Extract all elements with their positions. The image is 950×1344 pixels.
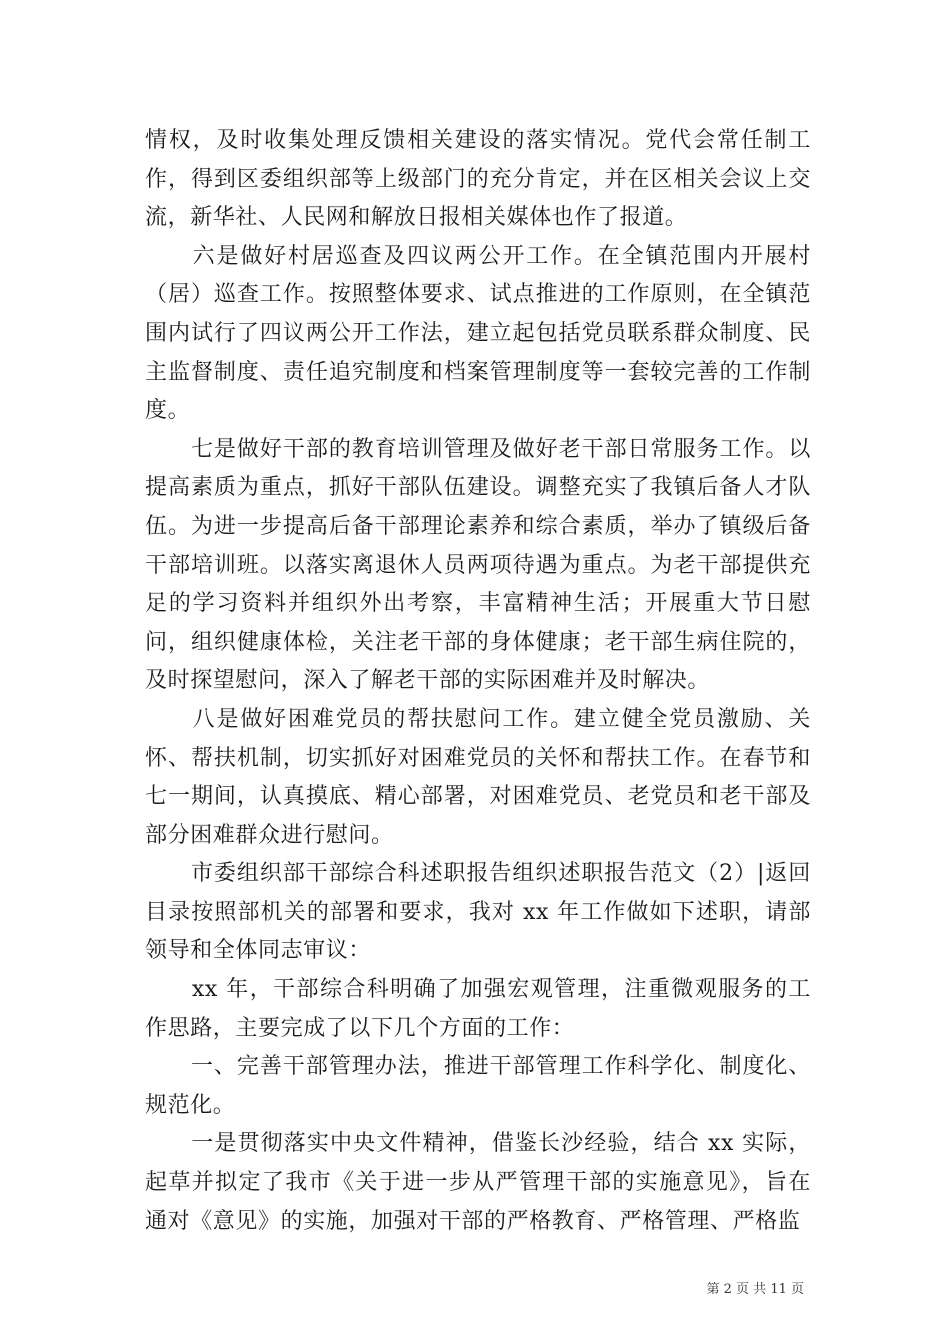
paragraph-2: 六是做好村居巡查及四议两公开工作。在全镇范围内开展村（居）巡查工作。按照整体要求、试点推进的工作原则，在全镇范围内试行了四议两公开工作法，建立起包括党员联系群众制度、民主监督制度、责任追究制度和档案管理制度等一套较完善的工作制度。 bbox=[145, 243, 811, 424]
paragraph-6: xx 年，干部综合科明确了加强宏观管理，注重微观服务的工作思路，主要完成了以下几个方面的工作： bbox=[145, 977, 811, 1041]
paragraph-3: 七是做好干部的教育培训管理及做好老干部日常服务工作。以提高素质为重点，抓好干部队伍建设。调整充实了我镇后备人才队伍。为进一步提高后备干部理论素养和综合素质，举办了镇级后备干部培训班。以落实离退休人员两项待遇为重点。为老干部提供充足的学习资料并组织外出考察，丰富精神生活；开展重大节日慰问，组织健康体检，关注老干部的身体健康；老干部生病住院的，及时探望慰问，深入了解老干部的实际困难并及时解决。 bbox=[145, 436, 811, 694]
paragraph-8: 一是贯彻落实中央文件精神，借鉴长沙经验，结合 xx 实际，起草并拟定了我市《关于进一步从严管理干部的实施意见》，旨在通对《意见》的实施，加强对干部的严格教育、严格管理、严格监 bbox=[145, 1131, 811, 1234]
paragraph-1: 情权，及时收集处理反馈相关建设的落实情况。党代会常任制工作，得到区委组织部等上级部门的充分肯定，并在区相关会议上交流，新华社、人民网和解放日报相关媒体也作了报道。 bbox=[145, 128, 811, 231]
page-number-footer: 第 2 页 共 11 页 bbox=[706, 1282, 804, 1297]
paragraph-7: 一、完善干部管理办法，推进干部管理工作科学化、制度化、规范化。 bbox=[145, 1054, 811, 1118]
paragraph-4: 八是做好困难党员的帮扶慰问工作。建立健全党员激励、关怀、帮扶机制，切实抓好对困难党员的关怀和帮扶工作。在春节和七一期间，认真摸底、精心部署，对困难党员、老党员和老干部及部分困难群众进行慰问。 bbox=[145, 706, 811, 848]
document-body bbox=[145, 122, 811, 1241]
paragraph-5: 市委组织部干部综合科述职报告组织述职报告范文（2）|返回目录按照部机关的部署和要求，我对 xx 年工作做如下述职，请部领导和全体同志审议： bbox=[145, 861, 811, 964]
